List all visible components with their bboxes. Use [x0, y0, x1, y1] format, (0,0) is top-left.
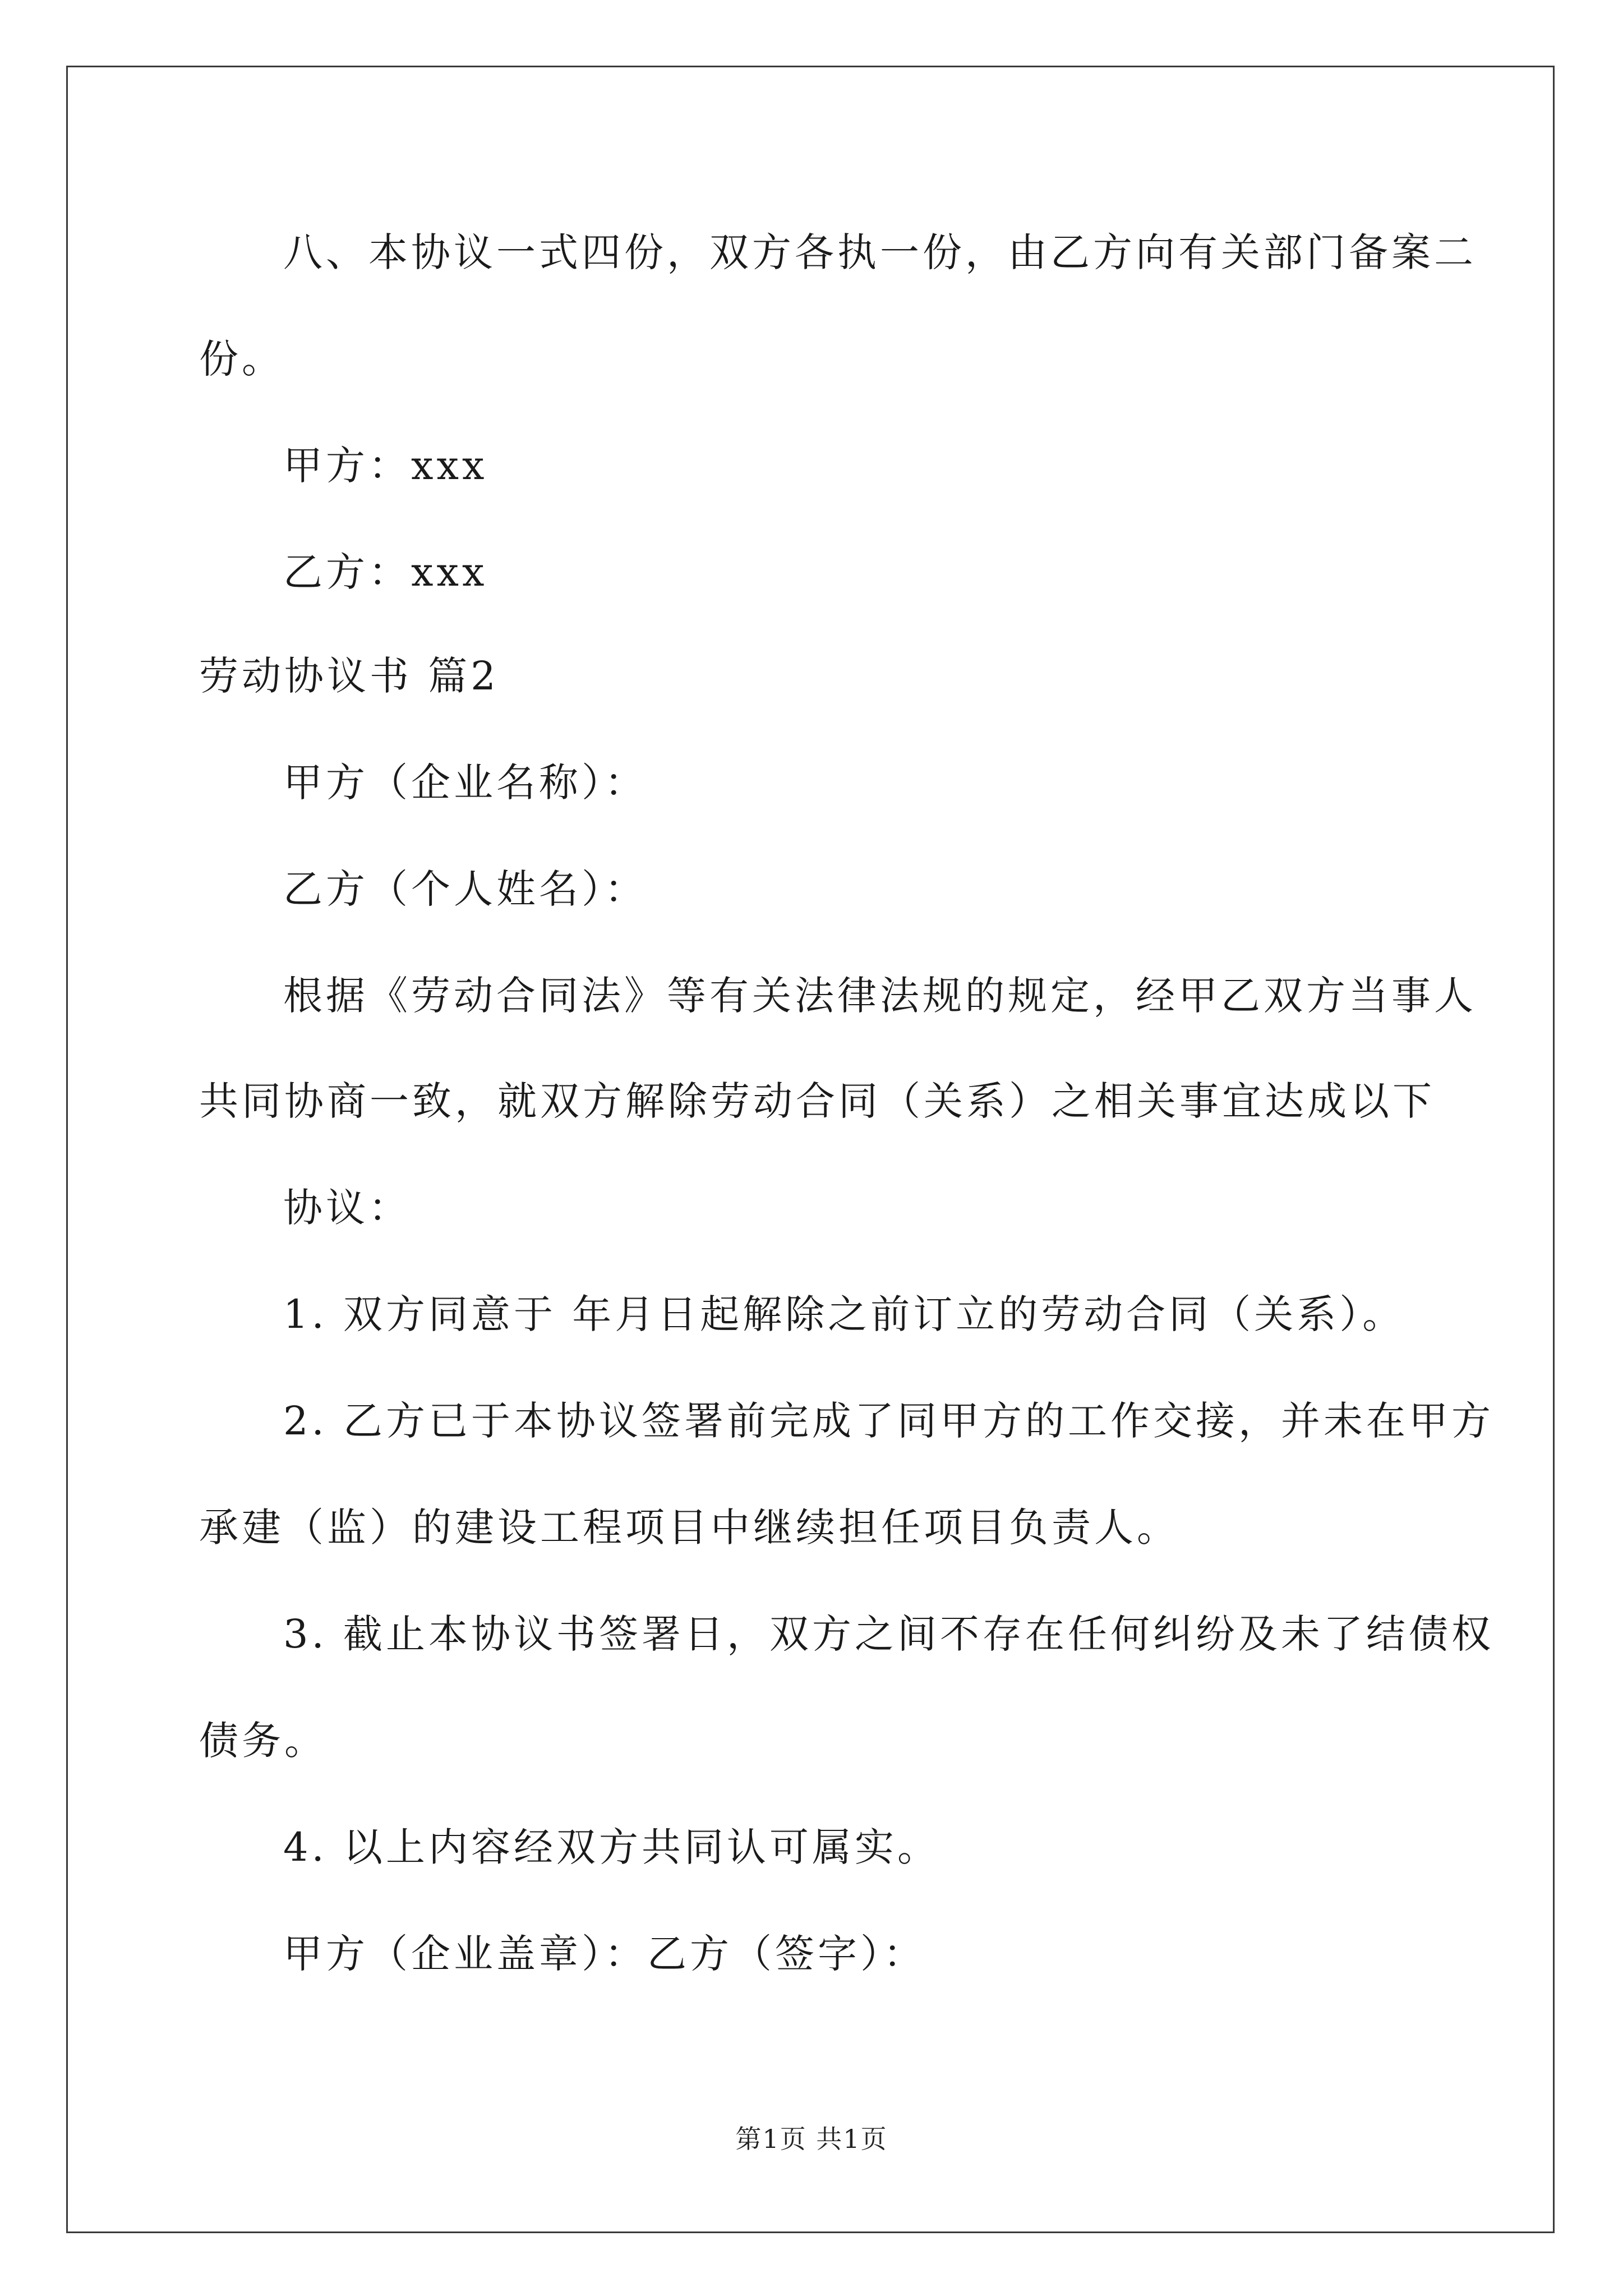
party-a-line: 甲方：xxx [283, 443, 488, 489]
paragraph-clause-8-line1: 八、本协议一式四份，双方各执一份，由乙方向有关部门备案二 [283, 229, 1477, 275]
preamble-line2: 共同协商一致，就双方解除劳动合同（关系）之相关事宜达成以下 [199, 1078, 1435, 1124]
page-number-footer: 第1页 共1页 [735, 2124, 888, 2154]
item-2-line2: 承建（监）的建设工程项目中继续担任项目负责人。 [199, 1504, 1179, 1550]
party-a-company-name: 甲方（企业名称）： [283, 760, 647, 806]
agreement-label: 协议： [283, 1185, 411, 1231]
item-3-line1: 3. 截止本协议书签署日，双方之间不存在任何纠纷及未了结债权 [283, 1611, 1495, 1657]
preamble-line1: 根据《劳动合同法》等有关法律法规的规定，经甲乙双方当事人 [283, 973, 1477, 1019]
item-4: 4. 以上内容经双方共同认可属实。 [283, 1824, 940, 1870]
page-border [66, 66, 1555, 2233]
paragraph-clause-8-line2: 份。 [199, 336, 284, 382]
signature-line: 甲方（企业盖章）：乙方（签字）： [283, 1931, 926, 1977]
section-heading: 劳动协议书 篇2 [199, 653, 499, 699]
item-2-line1: 2. 乙方已于本协议签署前完成了同甲方的工作交接，并未在甲方 [283, 1398, 1495, 1444]
item-1: 1. 双方同意于 年月日起解除之前订立的劳动合同（关系）。 [283, 1291, 1405, 1337]
party-b-line: 乙方：xxx [283, 549, 488, 595]
item-3-line2: 债务。 [199, 1718, 327, 1764]
party-b-personal-name: 乙方（个人姓名）： [283, 866, 647, 912]
